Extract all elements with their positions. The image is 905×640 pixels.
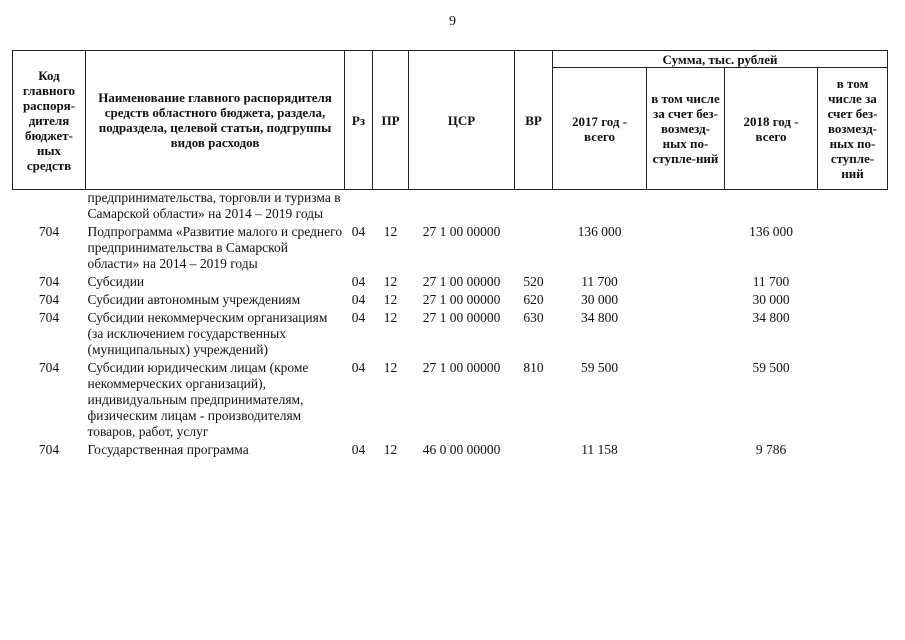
row-csr (409, 190, 515, 223)
header-pr: ПР (373, 51, 409, 190)
row-2017 (553, 190, 647, 223)
row-code: 704 (38, 310, 60, 325)
header-vr: ВР (515, 51, 553, 190)
row-csr: 46 0 00 00000 (422, 442, 501, 457)
row-2018-free (818, 190, 888, 223)
row-csr: 27 1 00 00000 (422, 360, 501, 375)
row-2018-free (818, 222, 888, 272)
row-code: 704 (38, 292, 60, 307)
header-2017-total: 2017 год - всего (553, 68, 647, 190)
row-vr: 630 (523, 310, 544, 325)
header-sum-title: Сумма, тыс. рублей (553, 51, 888, 68)
row-csr: 27 1 00 00000 (422, 292, 501, 307)
row-name: Субсидии (87, 274, 145, 289)
row-vr: 520 (523, 274, 544, 289)
row-2017: 11 700 (581, 274, 618, 289)
row-2018: 34 800 (752, 310, 790, 325)
header-2018-total: 2018 год - всего (725, 68, 818, 190)
row-2017-free (647, 222, 725, 272)
row-2018: 30 000 (752, 292, 790, 307)
row-2018-free (818, 308, 888, 358)
table-row (13, 440, 888, 458)
row-2018: 9 786 (755, 442, 787, 457)
row-pr: 12 (383, 224, 398, 239)
row-name: Субсидии автономным учреждениям (87, 292, 301, 307)
row-pr: 12 (383, 442, 398, 457)
header-2018-free: в том числе за счет без-возмезд-ных по-ступле-ний (818, 68, 888, 190)
row-code: 704 (38, 360, 60, 375)
row-2018: 136 000 (749, 224, 793, 239)
row-2017-free (647, 190, 725, 223)
page-number: 9 (449, 14, 456, 29)
header-csr: ЦСР (409, 51, 515, 190)
row-csr: 27 1 00 00000 (422, 274, 501, 289)
row-2018: 11 700 (752, 274, 790, 289)
row-name: Субсидии некоммерческим организациям (за исключением государственных (муниципальных) учреждений) (87, 310, 328, 357)
row-2017-free (647, 290, 725, 308)
row-2018-free (818, 272, 888, 290)
row-2017: 59 500 (580, 360, 619, 375)
row-vr (515, 190, 553, 223)
row-2017-free (647, 308, 725, 358)
row-2017-free (647, 272, 725, 290)
row-2018: 59 500 (752, 360, 790, 375)
row-2017-free (647, 358, 725, 440)
row-rz (345, 190, 373, 223)
table-row (13, 222, 888, 272)
row-2018-free (818, 440, 888, 458)
row-csr: 27 1 00 00000 (422, 224, 501, 239)
table-row (13, 190, 888, 223)
row-pr (373, 190, 409, 223)
row-rz: 04 (351, 442, 366, 457)
row-code: 704 (38, 224, 60, 239)
row-2017: 34 800 (580, 310, 619, 325)
row-pr: 12 (383, 310, 398, 325)
row-vr (515, 222, 553, 272)
header-rz: Рз (345, 51, 373, 190)
row-2018-free (818, 290, 888, 308)
row-name: предпринимательства, торговли и туризма в Самарской области» на 2014 – 2019 годы (87, 190, 341, 221)
row-2017: 30 000 (580, 292, 619, 307)
table-row (13, 308, 888, 358)
table-row (13, 272, 888, 290)
row-name: Субсидии юридическим лицам (кроме некоммерческих организаций), индивидуальным предпринимателям, физическим лицам - производителям товаров, работ, услуг (87, 360, 309, 439)
row-2017: 11 158 (581, 442, 618, 457)
row-rz: 04 (351, 224, 366, 239)
row-name: Подпрограмма «Развитие малого и среднего предпринимательства в Самарской области» на 2014 – 2019 годы (87, 224, 343, 271)
table-row (13, 290, 888, 308)
row-rz: 04 (351, 360, 366, 375)
row-code (13, 190, 86, 223)
row-2018 (725, 190, 818, 223)
row-pr: 12 (383, 360, 398, 375)
row-vr (515, 440, 553, 458)
row-code: 704 (38, 442, 60, 457)
row-vr: 810 (523, 360, 544, 375)
header-2017-free: в том числе за счет без-возмезд-ных по-ступле-ний (647, 68, 725, 190)
row-name: Государственная программа (87, 442, 249, 457)
row-vr: 620 (523, 292, 544, 307)
header-code: Код главного распоря-дителя бюджет-ных средств (13, 51, 86, 190)
row-rz: 04 (351, 274, 366, 289)
header-name: Наименование главного распорядителя средств областного бюджета, раздела, подраздела, целевой статьи, подгруппы видов расходов (86, 51, 345, 190)
row-code: 704 (38, 274, 60, 289)
table-row (13, 358, 888, 440)
row-2018-free (818, 358, 888, 440)
row-2017: 136 000 (577, 224, 622, 239)
row-rz: 04 (351, 310, 366, 325)
row-rz: 04 (351, 292, 366, 307)
row-2017-free (647, 440, 725, 458)
row-pr: 12 (383, 292, 398, 307)
row-csr: 27 1 00 00000 (422, 310, 501, 325)
row-pr: 12 (383, 274, 398, 289)
budget-table (12, 50, 888, 458)
